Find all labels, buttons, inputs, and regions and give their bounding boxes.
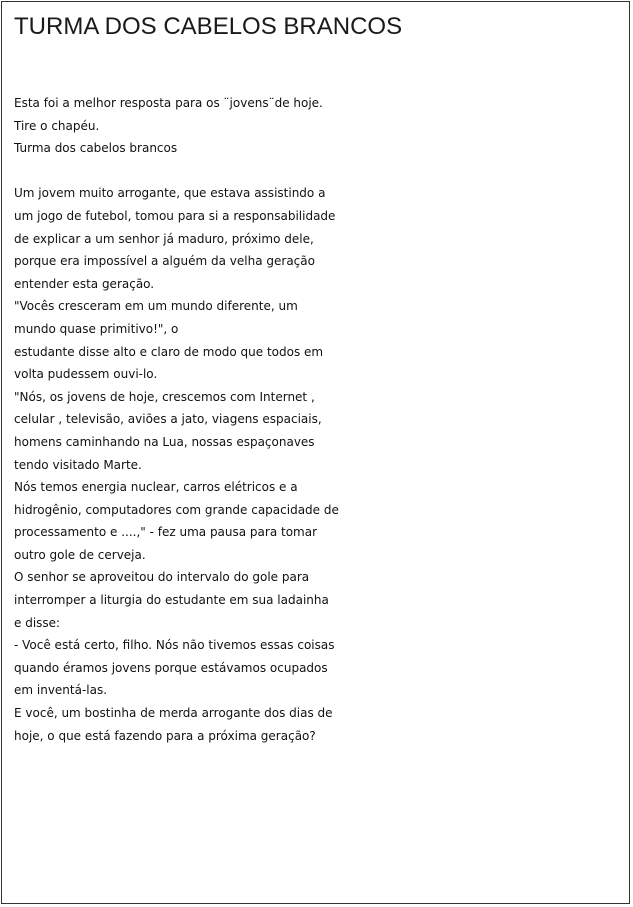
story-line: interromper a liturgia do estudante em sua ladainha [14,593,329,608]
story-line: volta pudessem ouvi-lo. [14,367,158,382]
story-line: estudante disse alto e claro de modo que todos em [14,344,324,359]
story-line: Nós temos energia nuclear, carros elétricos e a [14,480,298,495]
intro-line: Turma dos cabelos brancos [14,141,178,156]
story-line: entender esta geração. [14,276,155,291]
story-line: tendo visitado Marte. [14,457,142,472]
story-line: mundo quase primitivo!", o [14,321,179,336]
story-line: outro gole de cerveja. [14,547,146,562]
story-line: em inventá-las. [14,683,108,698]
story-line: Um jovem muito arrogante, que estava assistindo a [14,186,326,201]
story-line: e disse: [14,615,61,630]
page-title: TURMA DOS CABELOS BRANCOS [14,13,403,40]
story-line: "Vocês cresceram em um mundo diferente, um [14,299,298,314]
story-line: hoje, o que está fazendo para a próxima geração? [14,728,316,743]
intro-line: Tire o chapéu. [14,118,100,133]
story-line: homens caminhando na Lua, nossas espaçonaves [14,434,315,449]
story-line: - Você está certo, filho. Nós não tivemos essas coisas [14,638,335,653]
paragraph-gap [14,160,628,183]
story-line: de explicar a um senhor já maduro, próximo dele, [14,231,314,246]
intro-line: Esta foi a melhor resposta para os ¨jovens¨de hoje. [14,96,323,110]
story-line: processamento e ....," - fez uma pausa para tomar [14,525,318,540]
document-frame [1,1,630,904]
story-line: celular , televisão, aviões a jato, viagens espaciais, [14,412,322,427]
story-line: O senhor se aproveitou do intervalo do gole para [14,570,310,585]
story-line: hidrogênio, computadores com grande capacidade de [14,502,339,517]
story-line: um jogo de futebol, tomou para si a responsabilidade [14,208,336,223]
story-line: "Nós, os jovens de hoje, crescemos com Internet , [14,389,315,404]
story-line: E você, um bostinha de merda arrogante dos dias de [14,706,333,721]
document-body [14,92,628,747]
story-line: porque era impossível a alguém da velha geração [14,254,315,269]
story-line: quando éramos jovens porque estávamos ocupados [14,660,328,675]
